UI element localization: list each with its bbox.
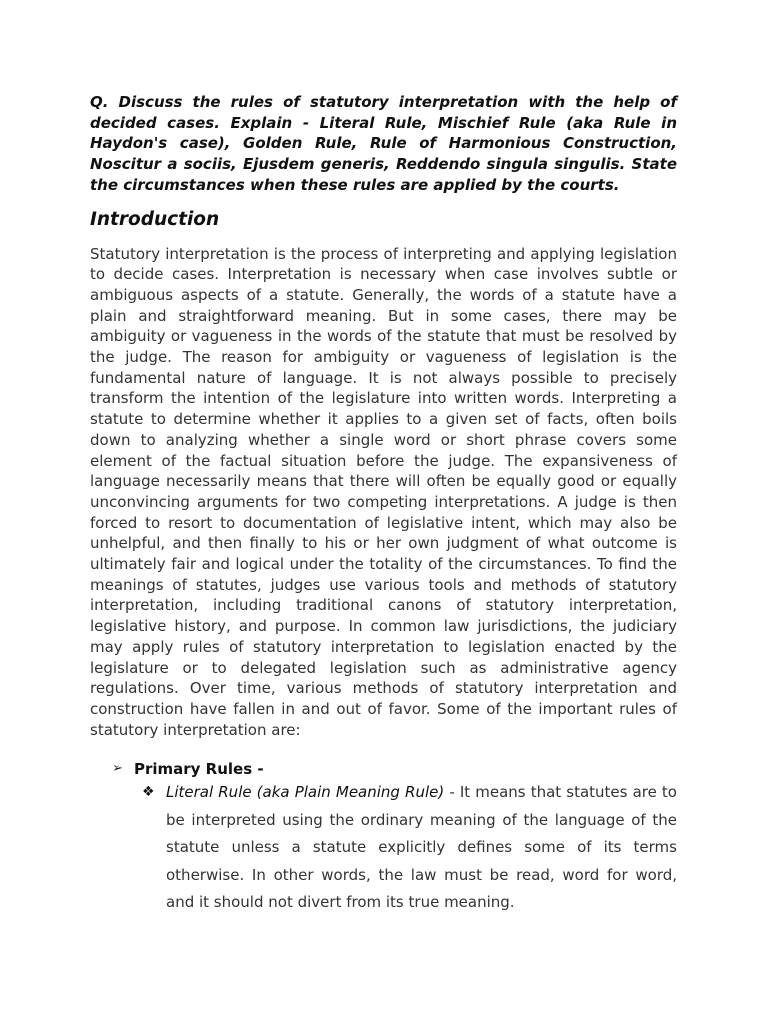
primary-rules-label: Primary Rules - (134, 760, 264, 779)
literal-rule-description: - It means that statutes are to be interpreted using the ordinary meaning of the language of the statute unless a statute explicitly defines some of its terms otherwise. In other words, the law must be read, word for word, and it should not divert from its true meaning. (166, 783, 677, 912)
question-text: Q. Discuss the rules of statutory interpretation with the help of decided cases. Explain - Literal Rule, Mischief Rule (aka Rule in Haydon's case), Golden Rule, Rule of Harmonious Construction, Noscitur a sociis, Ejusdem generis, Reddendo singula singulis. State the circumstances when these rules are applied by the courts. (90, 93, 677, 194)
introduction-paragraph: Statutory interpretation is the process of interpreting and applying legislation to decide cases. Interpretation is necessary when case involves subtle or ambiguous aspects of a statute. Generally, the words of a statute have a plain and straightforward meaning. But in some cases, there may be ambiguity or vagueness in the words of the statute that must be resolved by the judge. The reason for ambiguity or vagueness of legislation is the fundamental nature of language. It is not always possible to precisely transform the intention of the legislature into written words. Interpreting a statute to determine whether it applies to a given set of facts, often boils down to analyzing whether a single word or short phrase covers some element of the factual situation before the judge. The expansiveness of language necessarily means that there will often be equally good or equally unconvincing arguments for two competing interpretations. A judge is then forced to resort to documentation of legislative intent, which may also be unhelpful, and then finally to his or her own judgment of what outcome is ultimately fair and logical under the totality of the circumstances. To find the meanings of statutes, judges use various tools and methods of statutory interpretation, including traditional canons of statutory interpretation, legislative history, and purpose. In common law jurisdictions, the judiciary may apply rules of statutory interpretation to legislation enacted by the legislature or to delegated legislation such as administrative agency regulations. Over time, various methods of statutory interpretation and construction have fallen in and out of favor. Some of the important rules of statutory interpretation are: (90, 244, 677, 739)
literal-rule-term: Literal Rule (aka Plain Meaning Rule) (166, 783, 445, 802)
document-page (90, 92, 677, 917)
arrow-bullet-icon: ➢ (112, 761, 123, 777)
primary-rules-item (90, 759, 677, 779)
literal-rule-item (90, 779, 677, 917)
diamond-bullet-icon: ❖ (142, 784, 155, 801)
section-heading-introduction: Introduction (90, 208, 220, 230)
